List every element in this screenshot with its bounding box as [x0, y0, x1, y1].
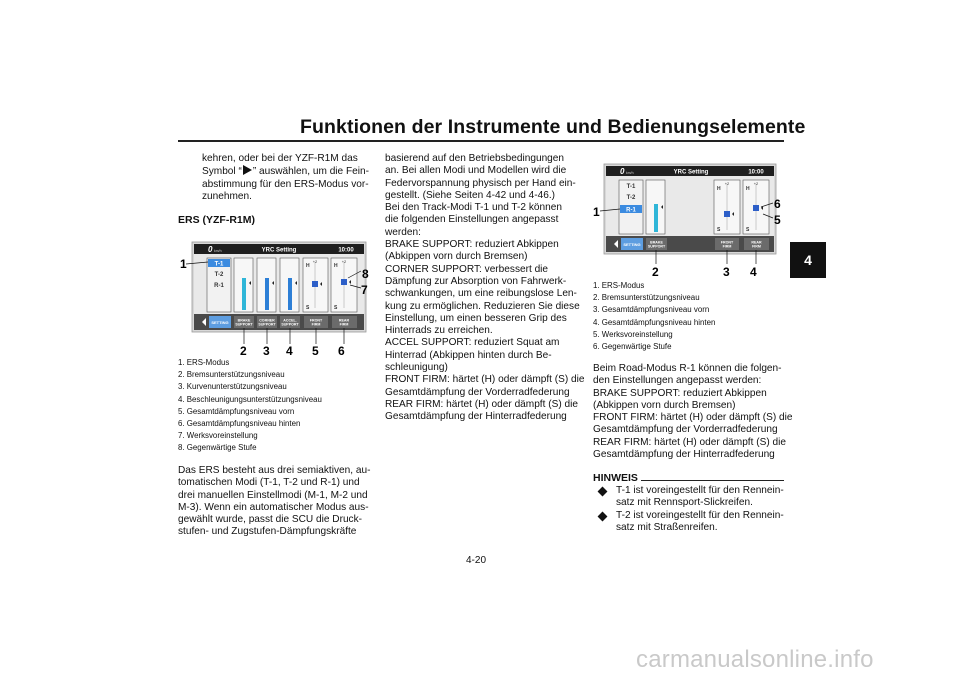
front-scale-h: H [717, 186, 721, 192]
watermark: carmanualsonline.info [636, 646, 874, 673]
page-number: 4-20 [466, 555, 487, 566]
rear-scale-h: H [334, 263, 338, 269]
mode-t1: T-1 [626, 184, 636, 190]
rear-scale-h: H [746, 186, 750, 192]
ers-setting-figure-2 [590, 160, 786, 282]
rear-firm-label: REAR FIRM [338, 318, 350, 327]
speed-readout: 0 [208, 245, 213, 254]
front-firm-label: FRONT FIRM [720, 240, 734, 249]
hinweis-item-text: T-2 ist voreingestellt für den Rennein- satz mit Straßenreifen. [616, 509, 784, 533]
intro-line-2-pre: Symbol “ [202, 166, 242, 178]
header-rule [178, 140, 784, 142]
mode-r1: R-1 [626, 207, 636, 214]
rear-preset-mark: +2 [753, 181, 759, 186]
ers-paragraph: Das ERS besteht aus drei semiaktiven, au- tomatischen Modi (T-1, T-2 und R-1) und drei manuellen Einstellmodi (M-1, M-2 und M-3). Wenn ein automatischer Modus aus- gewählt wurde, passt die SCU die Druck- stufen- und Zugstufen-Dämpfungskräfte [178, 465, 371, 538]
hinweis-item-text: T-1 ist voreingestellt für den Rennein- satz mit Rennsport-Slickreifen. [616, 485, 784, 509]
setting-button-label: SETTING [623, 242, 641, 247]
rear-scale-s: S [746, 227, 750, 233]
speed-unit: km/h [214, 249, 222, 253]
mode-t2: T-2 [214, 272, 224, 278]
section-heading-ers: ERS (YZF-R1M) [178, 214, 255, 226]
callout-4: 4 [286, 344, 293, 358]
chapter-tab: 4 [790, 242, 826, 278]
front-preset-mark: +2 [312, 259, 318, 264]
brake-support-label: BRAKE SUPPORT [235, 318, 253, 327]
callout-3: 3 [723, 265, 730, 279]
front-scale-h: H [306, 263, 310, 269]
mode-t1: T-1 [214, 261, 224, 268]
intro-text [202, 153, 369, 203]
intro-line-2-post: ” auswählen, um die Fein- [252, 166, 369, 178]
front-firm-label: FRONT FIRM [309, 318, 323, 327]
figure-1-legend: 1. ERS-Modus 2. Bremsunterstützungsniveau 3. Kurvenunterstützungsniveau 4. Beschleunigungsunterstützungsniveau 5. Gesamtdämpfungsniveau vorn 6. Gesamtdämpfungsniveau hinten 7. Werksvoreinstellung 8. Gegenwärtige Stufe [178, 358, 322, 453]
setting-button-label: SETTING [211, 320, 229, 325]
callout-4: 4 [750, 265, 757, 279]
clock: 10:00 [338, 247, 354, 254]
play-icon [243, 165, 252, 175]
road-mode-text: Beim Road-Modus R-1 können die folgen- den Einstellungen angepasst werden: BRAKE SUPPORT: reduziert Abkippen (Abkippen vorn durch Bremsen) FRONT FIRM: härtet (H) oder dämpft (S) die Gesamtdämpfung der Vorderradfederung REAR FIRM: härtet (H) oder dämpft (S) die Gesamtdämpfung der Hinterradfederung [593, 363, 793, 461]
callout-1: 1 [593, 205, 600, 219]
mode-r1: R-1 [214, 283, 224, 289]
level-bars [646, 180, 665, 234]
mode-t2: T-2 [626, 195, 636, 201]
front-scale-s: S [306, 305, 310, 311]
diamond-bullet-icon [598, 511, 608, 521]
brake-support-label: BRAKE SUPPORT [647, 240, 666, 249]
ers-setting-figure-1 [178, 238, 378, 360]
callout-1: 1 [180, 257, 187, 271]
intro-rest: abstimmung für den ERS-Modus vor- zunehmen. [202, 178, 369, 202]
rear-scale-s: S [334, 305, 338, 311]
rear-preset-mark: +2 [341, 259, 347, 264]
callout-7: 7 [361, 283, 368, 297]
speed-readout: 0 [620, 167, 625, 176]
screen-title: YRC Setting [261, 247, 297, 254]
diamond-bullet-icon [598, 487, 608, 497]
clock: 10:00 [748, 169, 764, 176]
page-title: Funktionen der Instrumente und Bedienungselemente [300, 116, 806, 138]
rear-firm-label: REAR FIRM [751, 240, 762, 249]
figure-2-legend: 1. ERS-Modus 2. Bremsunterstützungsniveau 3. Gesamtdämpfungsniveau vorn 4. Gesamtdämpfungsniveau hinten 5. Werksvoreinstellung 6. Gegenwärtige Stufe [593, 281, 716, 352]
callout-3: 3 [263, 344, 270, 358]
intro-line-1: kehren, oder bei der YZF-R1M das [202, 153, 358, 164]
hinweis-heading: HINWEIS [593, 472, 638, 484]
callout-5: 5 [774, 213, 781, 227]
hinweis-rule [641, 480, 784, 481]
accel-support-label: ACCEL. SUPPORT [281, 318, 299, 327]
front-preset-mark: +2 [724, 181, 730, 186]
callout-6: 6 [338, 344, 345, 358]
level-bars [234, 258, 299, 312]
callout-6: 6 [774, 197, 781, 211]
callout-5: 5 [312, 344, 319, 358]
list-item [593, 510, 784, 535]
list-item [593, 485, 784, 510]
front-scale-s: S [717, 227, 721, 233]
callout-2: 2 [652, 265, 659, 279]
hinweis-list [593, 485, 784, 534]
speed-unit: km/h [626, 171, 634, 175]
screen-title: YRC Setting [673, 169, 709, 176]
corner-support-label: CORNER SUPPORT [258, 318, 276, 327]
track-mode-text: basierend auf den Betriebsbedingungen an. Bei allen Modi und Modellen wird die Federvorspannung physisch per Hand ein- gestellt. (Siehe Seiten 4-42 und 4-46.) Bei den Track-Modi T-1 und T-2 können die folgenden Einstellungen angepasst werden: BRAKE SUPPORT: reduziert Abkippen (Abkippen vorn durch Bremsen) CORNER SUPPORT: verbessert die Dämpfung zur Absorption von Fahrwerk- schwankungen, um eine reibungslose Len- kung zu ermöglichen. Reduzieren Sie diese Einstellung, um einen besseren Grip des Hinterrads zu erreichen. ACCEL SUPPORT: reduziert Squat am Hinterrad (Abkippen hinten durch Be- schleunigung) FRONT FIRM: härtet (H) oder dämpft (S) die Gesamtdämpfung der Vorderradfederung REAR FIRM: härtet (H) oder dämpft (S) die Gesamtdämpfung der Hinterradfederung [385, 153, 585, 423]
callout-8: 8 [362, 267, 369, 281]
callout-2: 2 [240, 344, 247, 358]
